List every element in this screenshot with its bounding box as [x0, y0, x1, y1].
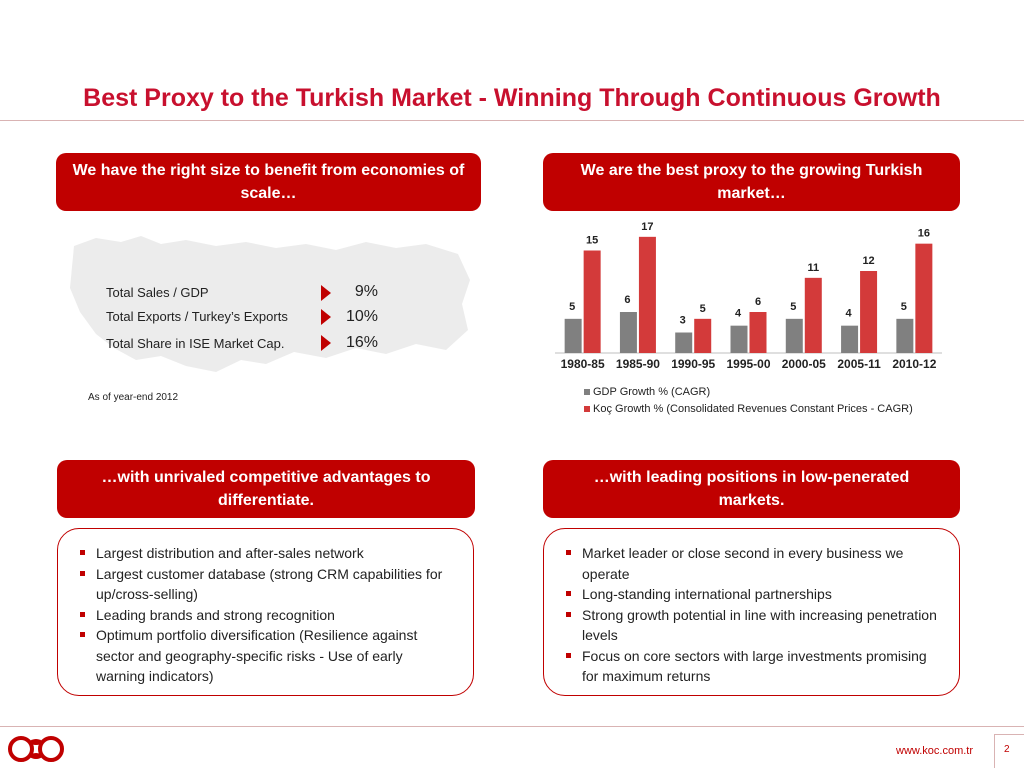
stat-label-ise-share: Total Share in ISE Market Cap. [106, 336, 285, 351]
legend-label-gdp: GDP Growth % (CAGR) [593, 386, 711, 398]
bar-gdp [731, 326, 748, 353]
x-tick-label: 1995-00 [726, 357, 771, 371]
bar-koc [805, 278, 822, 353]
x-tick-label: 1980-85 [560, 357, 605, 371]
data-label-koc: 15 [586, 234, 599, 247]
data-label-koc: 17 [641, 222, 654, 233]
stat-value-sales-gdp: 9% [354, 283, 378, 300]
positions-header-text: …with leading positions in low-penerated markets. [593, 469, 910, 509]
advantages-box [57, 528, 474, 696]
koc-logo-icon [6, 734, 66, 764]
data-label-gdp: 3 [679, 314, 686, 327]
data-label-gdp: 5 [569, 300, 576, 313]
x-tick-label: 2010-12 [892, 357, 937, 371]
footer-divider [0, 726, 1024, 727]
list-item: Largest distribution and after-sales network [80, 543, 453, 564]
bar-koc [860, 271, 877, 353]
legend-swatch-gdp [584, 389, 590, 395]
bar-koc [694, 319, 711, 353]
bar-koc [750, 312, 767, 353]
bar-gdp [896, 319, 913, 353]
data-label-gdp: 5 [900, 300, 907, 313]
bar-koc [915, 244, 932, 353]
data-label-gdp: 6 [624, 294, 631, 306]
stat-value-exports: 10% [345, 308, 378, 325]
list-item: Largest customer database (strong CRM capabilities for up/cross-selling) [80, 564, 453, 605]
footer-url-link[interactable]: www.koc.com.tr [896, 745, 974, 757]
growth-bar-chart [540, 222, 960, 382]
bar-koc [639, 237, 656, 353]
data-label-koc: 12 [862, 255, 875, 267]
legend-koc [584, 403, 913, 415]
footnote: As of year-end 2012 [88, 392, 179, 403]
legend-label-koc: Koç Growth % (Consolidated Revenues Constant Prices - CAGR) [593, 403, 913, 415]
turkey-map-icon [66, 232, 476, 382]
title-divider [0, 120, 1024, 121]
legend-gdp [584, 386, 710, 398]
data-label-gdp: 4 [734, 307, 742, 320]
list-item: Optimum portfolio diversification (Resilience against sector and geography-specific risks - Use of early warning indicators) [80, 625, 453, 687]
bar-gdp [565, 319, 582, 353]
proxy-header-text: We are the best proxy to the growing Turkish market… [580, 162, 923, 202]
stat-label-sales-gdp: Total Sales / GDP [106, 285, 209, 300]
scale-header [56, 153, 481, 211]
stat-label-exports: Total Exports / Turkey’s Exports [106, 309, 288, 324]
bar-gdp [675, 333, 692, 354]
data-label-koc: 5 [699, 302, 706, 315]
list-item: Leading brands and strong recognition [80, 605, 453, 626]
data-label-koc: 16 [917, 227, 930, 240]
data-label-gdp: 5 [790, 300, 797, 313]
bar-koc [584, 251, 601, 354]
bar-gdp [841, 326, 858, 353]
list-item: Strong growth potential in line with increasing penetration levels [566, 605, 939, 646]
page-number: 2 [1004, 744, 1010, 755]
page-title: Best Proxy to the Turkish Market - Winning Through Continuous Growth [83, 84, 941, 112]
list-item: Long-standing international partnerships [566, 584, 939, 605]
advantages-list [80, 543, 453, 687]
data-label-gdp: 4 [845, 307, 852, 320]
positions-list [566, 543, 939, 687]
data-label-koc: 6 [754, 296, 762, 308]
positions-box [543, 528, 960, 696]
positions-header [543, 460, 960, 518]
stat-value-ise-share: 16% [345, 334, 378, 351]
advantages-header-text: …with unrivaled competitive advantages to differentiate. [101, 469, 431, 509]
x-tick-label: 1985-90 [615, 357, 660, 371]
list-item: Focus on core sectors with large investments promising for maximum returns [566, 646, 939, 687]
x-tick-label: 2000-05 [781, 357, 826, 371]
x-tick-label: 2005-11 [837, 357, 881, 371]
advantages-header [57, 460, 475, 518]
list-item: Market leader or close second in every business we operate [566, 543, 939, 584]
legend-swatch-koc [584, 406, 590, 412]
bar-gdp [786, 319, 803, 353]
proxy-header [543, 153, 960, 211]
scale-header-text: We have the right size to benefit from economies of scale… [72, 162, 465, 202]
bar-gdp [620, 312, 637, 353]
x-tick-label: 1990-95 [671, 357, 716, 371]
data-label-koc: 11 [807, 261, 820, 274]
